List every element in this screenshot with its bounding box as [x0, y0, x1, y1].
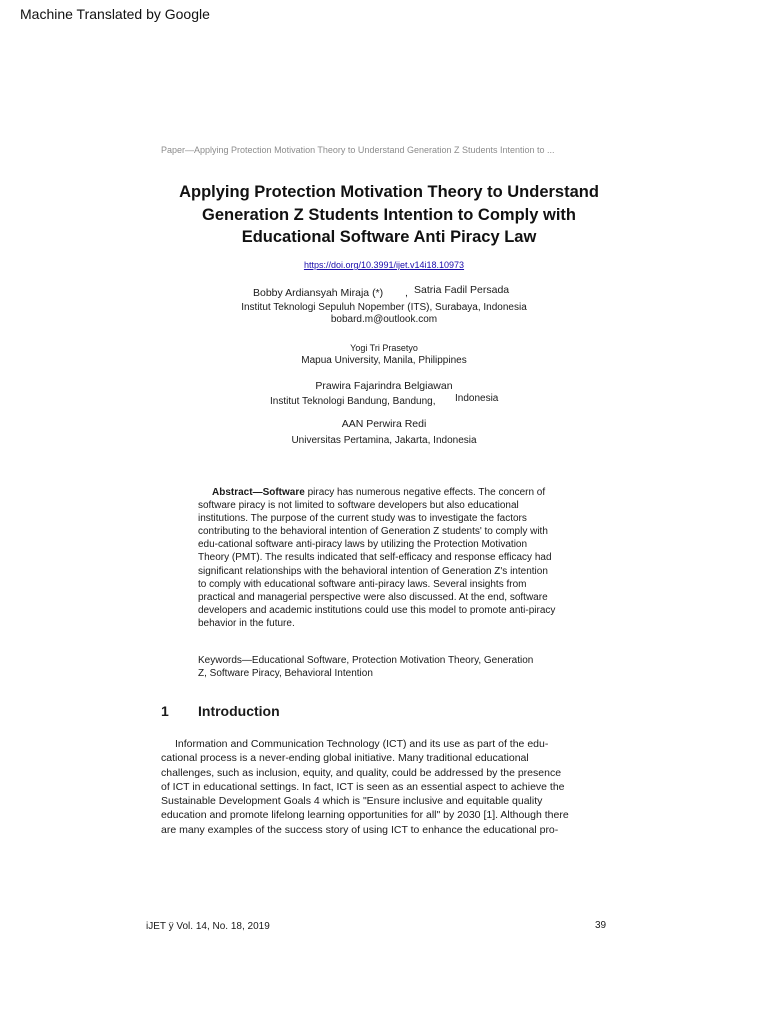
abstract-line: developers and academic institutions could use this model to promote anti-piracy	[198, 604, 556, 616]
doi-link[interactable]: https://doi.org/10.3991/ijet.v14i18.10973	[303, 260, 465, 270]
intro-line: cational process is a never-ending global initiative. Many traditional educational	[161, 752, 529, 765]
intro-line: education and promote lifelong learning opportunities for all" by 2030 [1]. Although there	[161, 809, 569, 822]
page-number: 39	[595, 920, 607, 931]
intro-line	[161, 737, 607, 751]
author-name: Prawira Fajarindra Belgiawan	[315, 380, 453, 392]
abstract-line: behavior in the future.	[198, 617, 295, 629]
section-heading: Introduction	[198, 703, 280, 719]
abstract-line: practical and managerial perspective were also discussed. At the end, software	[198, 591, 548, 603]
author-affiliation: Institut Teknologi Sepuluh Nopember (ITS), Surabaya, Indonesia	[241, 302, 527, 313]
author-name: Bobby Ardiansyah Miraja (*)	[253, 287, 384, 299]
intro-line: of ICT in educational settings. In fact, ICT is seen as an essential aspect to achieve the	[161, 780, 565, 793]
section-number: 1	[161, 703, 169, 719]
abstract-line: to comply with educational software anti-piracy laws. Several insights from	[198, 578, 527, 590]
abstract	[198, 486, 570, 630]
running-header: Paper—Applying Protection Motivation Theory to Understand Generation Z Students Intention to ...	[161, 145, 555, 155]
machine-translation-banner: Machine Translated by Google	[20, 6, 210, 22]
keywords-line: Keywords—Educational Software, Protection Motivation Theory, Generation	[198, 655, 534, 666]
abstract-lead: Abstract—Software	[212, 487, 305, 498]
author-name: Satria Fadil Persada	[414, 284, 510, 296]
author-affiliation: Mapua University, Manila, Philippines	[301, 355, 467, 366]
abstract-line: software piracy is not limited to software developers but also educational	[198, 500, 519, 512]
intro-first-line: Information and Communication Technology (ICT) and its use as part of the edu-	[175, 738, 549, 750]
abstract-line: edu-cational software anti-piracy laws by utilizing the Protection Motivation	[198, 539, 528, 551]
introduction-body	[161, 737, 607, 837]
title-line: Educational Software Anti Piracy Law	[241, 228, 537, 246]
journal-footer: iJET ÿ Vol. 14, No. 18, 2019	[146, 921, 270, 932]
author-affiliation: Universitas Pertamina, Jakarta, Indonesia	[291, 435, 477, 446]
intro-line: are many examples of the success story of using ICT to enhance the educational pro-	[161, 823, 559, 836]
intro-line: Sustainable Development Goals 4 which is "Ensure inclusive and equitable quality	[161, 795, 543, 808]
author-name: Yogi Tri Prasetyo	[350, 343, 418, 353]
author-affiliation: Institut Teknologi Bandung, Bandung,	[270, 396, 436, 407]
abstract-line: contributing to the behavioral intention of Generation Z students' to comply with	[198, 526, 548, 538]
author-email: bobard.m@outlook.com	[330, 314, 438, 325]
abstract-line: significant relationships with the behavioral intention of Generation Z's intention	[198, 565, 548, 577]
author-affiliation-country: Indonesia	[455, 393, 499, 404]
keywords	[198, 654, 570, 680]
title-line: Generation Z Students Intention to Comply with	[202, 205, 576, 224]
abstract-text: piracy has numerous negative effects. The concern of	[304, 487, 546, 498]
abstract-line	[198, 486, 570, 499]
author-name: AAN Perwira Redi	[341, 418, 427, 430]
title-line: Applying Protection Motivation Theory to Understand	[179, 183, 599, 201]
abstract-line: Theory (PMT). The results indicated that self-efficacy and response efficacy had	[198, 552, 552, 564]
author-separator: ,	[405, 287, 408, 299]
keywords-line: Z, Software Piracy, Behavioral Intention	[198, 668, 373, 680]
paper-title	[110, 181, 668, 249]
intro-line: challenges, such as inclusion, equity, and quality, could be addressed by the presence	[161, 766, 562, 779]
abstract-line: institutions. The purpose of the current study was to investigate the factors	[198, 513, 527, 525]
